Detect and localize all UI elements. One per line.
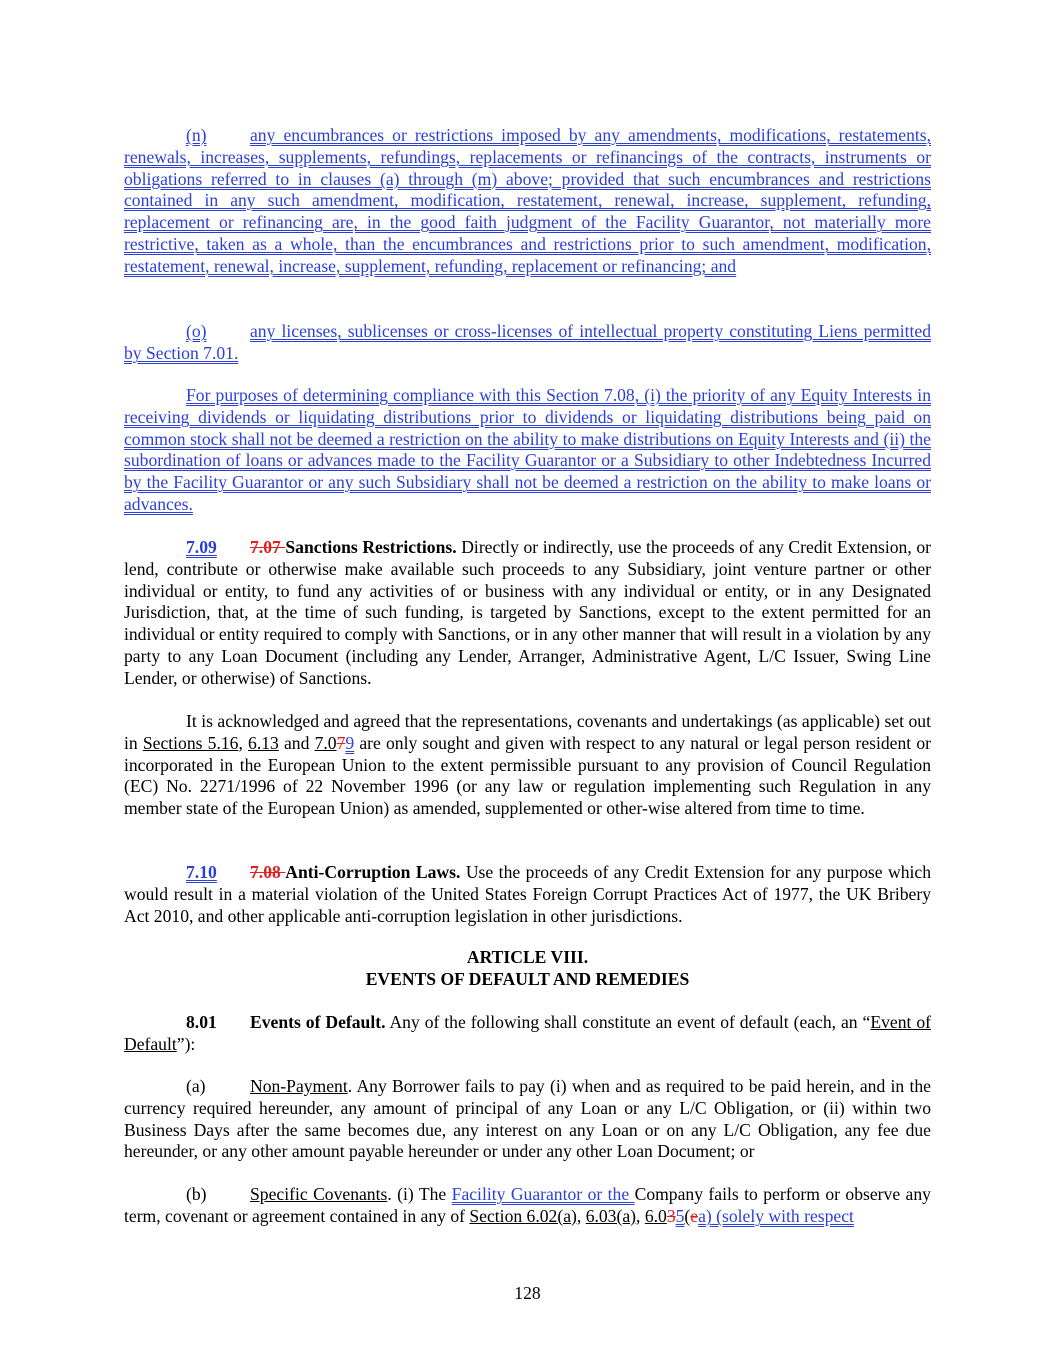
clause-text-b-1: . (i) The [387,1184,452,1204]
clause-text-b-2: Company fails to perform or observe any term, covenant or agreement contained in any of [124,1184,931,1226]
ref-section-6-02a: Section 6.02(a) [469,1205,577,1226]
page-number: 128 [514,1283,541,1303]
paragraph-purposes [124,385,931,516]
ref-deleted-digit: 7 [336,732,346,753]
section-heading: Anti-Corruption Laws. [285,862,461,882]
ref-paren-close: ) [705,1205,712,1226]
separator: , [576,1205,586,1226]
clause-title-a: Non-Payment [250,1076,348,1096]
article-heading [124,947,931,991]
ack-text-1: It is acknowledged and agreed that the representations, covenants and undertakings (as applicable) set out in [124,711,931,753]
clause-label-a: (a) [186,1076,206,1096]
article-title: ARTICLE VIII. [466,947,589,967]
section-number: 8.01 [186,1012,217,1032]
section-8-01 [124,1012,931,1056]
section-heading: Events of Default. [250,1012,386,1032]
clause-title-b: Specific Covenants [250,1184,388,1204]
ref-inserted-digit: 5 [675,1205,685,1226]
ack-text-2: are only sought and given with respect to any natural or legal person resident or incorporated in the European Union to the extent permissible pursuant to any provision of Council Regulation (EC) No. 2271/1996 of 22 November 1996 (or any law or regulation implementing such Regulation in any member state of the European Union) as amended, supplemented or other-wise altered from time to time. [124,732,931,819]
section-number-new: 7.09 [186,537,217,557]
inserted-text-solely: (solely with respect [711,1205,854,1226]
paragraph-a [124,1076,931,1163]
clause-text-n: any encumbrances or restrictions imposed by any amendments, modifications, restatements, renewals, increases, supplements, refundings, replacements or refinancings of the contracts, instruments or obligations referred to in clauses (a) through (m) above; provided that such encumbrances and restrictions contained in any such amendment, modification, restatement, renewal, increase, supplement, refunding, replacement or refinancing are, in the good faith judgment of the Facility Guarantor, not materially more restrictive, taken as a whole, than the encumbrances and restrictions prior to such amendment, modification, restatement, renewal, increase, supplement, refunding, replacement or refinancing; and [124,125,931,276]
ref-deleted-digit: 3 [666,1205,676,1226]
purposes-text: For purposes of determining compliance with this Section 7.08, (i) the priority of any Equity Interests in receiving dividends or liquidating distributions prior to dividends or liquidating distributions being paid on common stock shall not be deemed a restriction on the ability to make distributions on Equity Interests and (ii) the subordination of loans or advances made to the Facility Guarantor or a Subsidiary to other Indebtedness Incurred by the Facility Guarantor or any such Subsidiary shall not be deemed a restriction on the ability to make loans or advances. [124,385,931,514]
section-text-1: Any of the following shall constitute an event of default (each, an “ [385,1012,871,1032]
ref-inserted-digit: 9 [345,732,355,753]
paragraph-b [124,1184,931,1228]
ref-paren-open: ( [684,1205,691,1226]
ref-6-03a: 6.03(a) [585,1205,637,1226]
clause-text-o: any licenses, sublicenses or cross-licenses of intellectual property constituting Liens permitted by Section 7.01. [124,321,931,363]
clause-label-n: (n) [186,125,207,145]
section-number-new: 7.10 [186,862,217,882]
ref-deleted-letter: e [690,1205,699,1226]
clause-label-b: (b) [186,1184,207,1204]
section-text: Directly or indirectly, use the proceeds of any Credit Extension, or lend, contribute or otherwise make available such proceeds to any Subsidiary, joint venture partner or other individual or entity, to fund any activities of or business with any individual or entity, or in any Designated Jurisdiction, that, at the time of such funding, is targeted by Sanctions, except to the extent permitted for an individual or entity required to comply with Sanctions, or in any other manner that will result in a violation by any party to any Loan Document (including any Lender, Arranger, Administrative Agent, L/C Issuer, Swing Line Lender, or otherwise) of Sanctions. [124,537,931,688]
section-text-2: ”): [176,1033,196,1054]
paragraph-n [124,125,931,278]
defined-term: Event of Default [124,1012,931,1054]
separator: and [278,732,315,753]
inserted-text-facility-guarantor: Facility Guarantor or the [451,1184,635,1204]
separator: , [636,1205,645,1226]
ref-inserted-letter: a [698,1205,706,1226]
paragraph-acknowledgement [124,711,931,820]
paragraph-o [124,321,931,365]
section-number-old: 7.07 [250,537,286,557]
separator: , [238,732,249,753]
ref-sections-5-16: Sections 5.16 [142,732,239,753]
ref-7-09-prefix: 7.0 [314,732,337,753]
section-7-10 [124,862,931,927]
clause-label-o: (o) [186,321,207,341]
section-text: Use the proceeds of any Credit Extension for any purpose which would result in a material violation of the United States Foreign Corrupt Practices Act of 1977, the UK Bribery Act 2010, and other applicable anti-corruption legislation in other jurisdictions. [124,862,931,926]
clause-text-a: . Any Borrower fails to pay (i) when and as required to be paid herein, and in the currency required hereunder, any amount of principal of any Loan or any L/C Obligation, or (ii) within two Business Days after the same becomes due, any interest on any Loan or on any L/C Obligation, any fee due hereunder, or any other amount payable hereunder or under any other Loan Document; or [124,1076,931,1162]
section-7-09 [124,537,931,690]
section-heading: Sanctions Restrictions. [285,537,457,557]
ref-6-13: 6.13 [248,732,279,753]
section-number-old: 7.08 [250,862,286,882]
ref-6-05a-prefix: 6.0 [644,1205,667,1226]
article-subtitle: EVENTS OF DEFAULT AND REMEDIES [365,968,690,989]
